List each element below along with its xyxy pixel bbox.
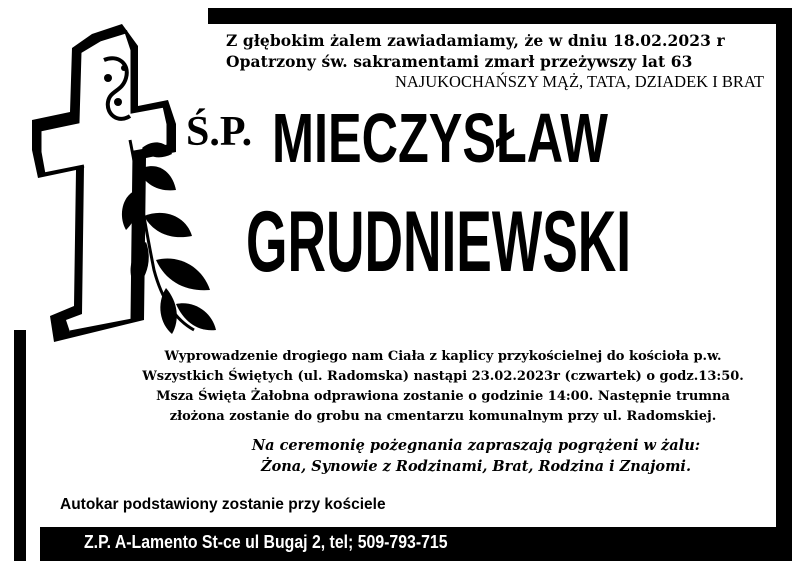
frame-right-border	[776, 8, 792, 528]
funeral-home-footer: Z.P. A-Lamento St-ce ul Bugaj 2, tel; 509-793-715	[84, 532, 448, 552]
intro-line-2: Opatrzony św. sakramentami zmarł przeżywszy lat 63	[226, 52, 693, 71]
invitation-line-1: Na ceremonię pożegnania zapraszają pogrążeni w żalu:	[251, 437, 701, 454]
frame-left-border	[14, 330, 26, 561]
cross-icon	[26, 20, 226, 360]
bus-note: Autokar podstawiony zostanie przy kościele	[60, 496, 386, 513]
relation-line: NAJUKOCHAŃSZY MĄŻ, TATA, DZIADEK I BRAT	[394, 72, 764, 91]
deceased-last-name: GRUDNIEWSKI	[246, 194, 632, 290]
prefix-sp: Ś.P.	[186, 109, 253, 155]
deceased-first-name: MIECZYSŁAW	[272, 99, 608, 177]
frame-top-border	[208, 8, 792, 24]
ceremony-line-2: Wszystkich Świętych (ul. Radomska) nastąpi 23.02.2023r (czwartek) o godz.13:50.	[142, 369, 744, 384]
ceremony-line-1: Wyprowadzenie drogiego nam Ciała z kaplicy przykościelnej do kościoła p.w.	[164, 349, 722, 364]
ceremony-line-3: Msza Święta Żałobna odprawiona zostanie o godzinie 14:00. Następnie trumna	[156, 389, 730, 404]
intro-line-1: Z głębokim żalem zawiadamiamy, że w dniu 18.02.2023 r	[226, 31, 725, 50]
invitation-line-2: Żona, Synowie z Rodzinami, Brat, Rodzina i Znajomi.	[260, 458, 691, 475]
ceremony-line-4: złożona zostanie do grobu na cmentarzu komunalnym przy ul. Radomskiej.	[169, 409, 717, 424]
